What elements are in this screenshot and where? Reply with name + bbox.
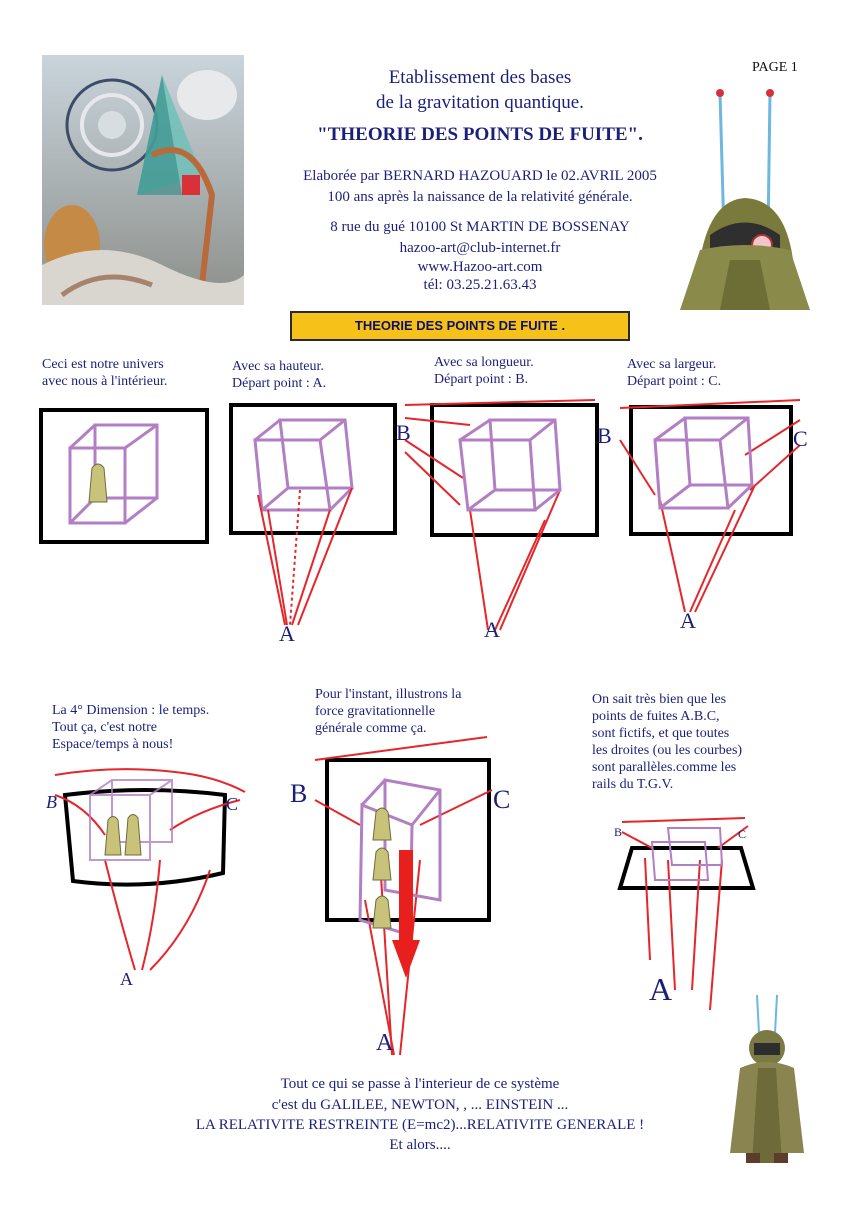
author-line: Elaborée par BERNARD HAZOUARD le 02.AVRIL 2005 <box>303 168 657 184</box>
robed-figure-bottom <box>722 993 812 1168</box>
theory-banner: THEORIE DES POINTS DE FUITE . <box>290 311 630 341</box>
point-a-label-panel7: A <box>649 971 673 1007</box>
footer-line2: c'est du GALILEE, NEWTON, , ... EINSTEIN ... <box>271 1097 569 1113</box>
caption-panel2: Avec sa hauteur. Départ point : A. <box>232 359 327 391</box>
phone: tél: 03.25.21.63.43 <box>423 277 537 293</box>
point-b-label-panel7: B <box>614 825 623 839</box>
point-a-label-panel6: A <box>376 1030 394 1056</box>
caption-panel3: Avec sa longueur. Départ point : B. <box>434 355 534 387</box>
point-b-label-panel3: B <box>396 420 411 445</box>
point-c-label-panel6: C <box>493 785 511 814</box>
email: hazoo-art@club-internet.fr <box>399 240 561 256</box>
diagram-height <box>231 405 395 625</box>
theory-title: "THEORIE DES POINTS DE FUITE". <box>317 124 643 145</box>
point-a-label-panel2: A <box>279 621 295 646</box>
point-b-label-panel4: B <box>597 423 612 448</box>
diagram-parallel-rails <box>620 818 753 1010</box>
caption-panel1: Ceci est notre univers avec nous à l'intérieur. <box>42 357 168 389</box>
caption-panel6: Pour l'instant, illustrons la force gravitationnelle générale comme ça. <box>315 687 462 736</box>
point-b-label-panel5: B <box>46 792 57 812</box>
footer-line3: LA RELATIVITE RESTREINTE (E=mc2)...RELATIVITE GENERALE ! <box>195 1117 645 1133</box>
point-a-label-panel5: A <box>120 969 133 989</box>
point-c-label-panel5: C <box>226 794 239 814</box>
page-number: PAGE 1 <box>752 60 798 75</box>
address: 8 rue du gué 10100 St MARTIN DE BOSSENAY <box>330 219 630 235</box>
point-c-label-panel4: C <box>793 426 808 451</box>
header-title-line2: de la gravitation quantique. <box>376 92 584 113</box>
diagram-universe-cube <box>41 410 207 542</box>
caption-panel5: La 4° Dimension : le temps. Tout ça, c'est notre Espace/temps à nous! <box>52 703 210 752</box>
footer-line1: Tout ce qui se passe à l'interieur de ce système <box>280 1076 560 1092</box>
point-a-label-panel3: A <box>484 617 500 642</box>
point-b-label-panel6: B <box>290 779 308 808</box>
point-a-label-panel4: A <box>680 608 696 633</box>
header-title-line1: Etablissement des bases <box>388 67 572 88</box>
website: www.Hazoo-art.com <box>417 259 543 275</box>
footer-line4: Et alors.... <box>389 1137 451 1153</box>
diagram-width <box>620 400 800 612</box>
caption-panel7: On sait très bien que les points de fuites A.B.C, sont fictifs, et que toutes les droites (ou les courbes) sont parallèles.comme les rails du T.G.V. <box>592 692 743 792</box>
anniversary-line: 100 ans après la naissance de la relativité générale. <box>327 189 633 205</box>
diagram-length <box>405 400 597 630</box>
diagram-spacetime <box>55 769 245 970</box>
diagram-gravity <box>315 737 492 1055</box>
caption-panel4: Avec sa largeur. Départ point : C. <box>627 357 722 389</box>
point-c-label-panel7: C <box>738 827 747 841</box>
